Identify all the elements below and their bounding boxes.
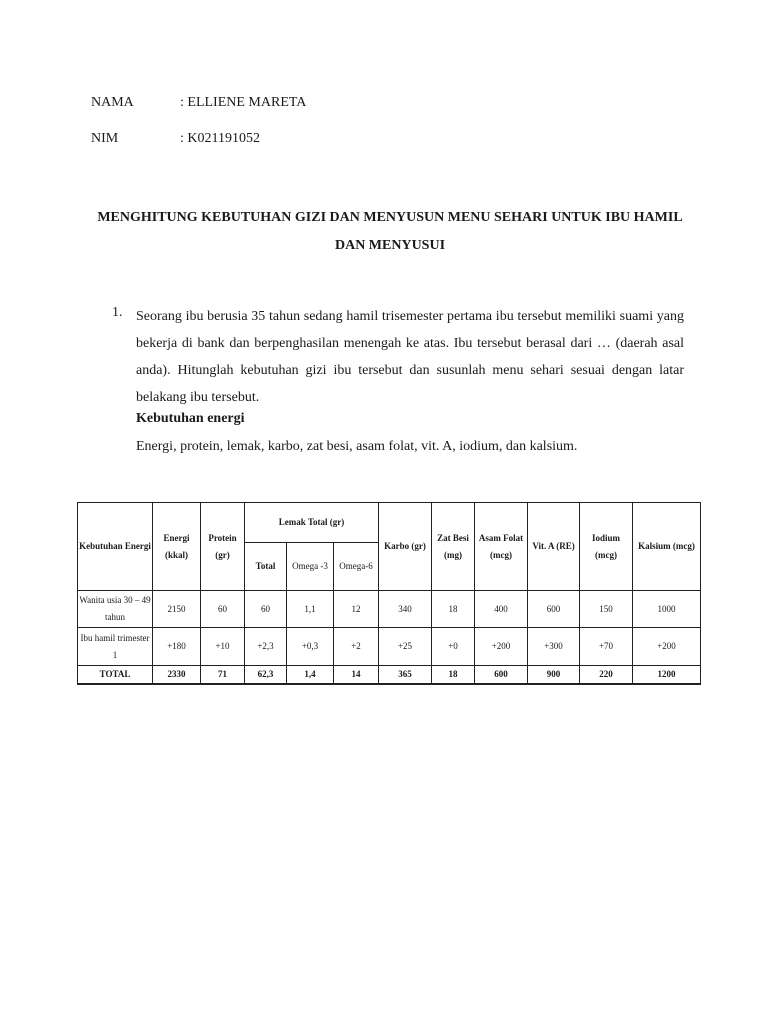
- table-cell: +25: [379, 628, 432, 666]
- table-cell: 12: [334, 591, 379, 628]
- question-text: Seorang ibu berusia 35 tahun sedang hamil trisemester pertama ibu tersebut memiliki suami yang bekerja di bank dan berpenghasilan menengah ke atas. Ibu tersebut berasal dari … (daerah asal anda). Hitunglah kebutuhan gizi ibu tersebut dan susunlah menu sehari sesuai dengan latar belakang ibu tersebut.: [136, 309, 684, 405]
- row-label: Ibu hamil trimester 1: [78, 628, 153, 666]
- table-cell: 60: [201, 591, 245, 628]
- table-cell: +200: [475, 628, 528, 666]
- section-text: Energi, protein, lemak, karbo, zat besi, asam folat, vit. A, iodium, dan kalsium.: [136, 439, 578, 454]
- table-cell: 220: [580, 666, 633, 685]
- header-energi: Energi (kkal): [153, 503, 201, 591]
- table-cell: 1,4: [287, 666, 334, 685]
- header-iodium: Iodium (mcg): [580, 503, 633, 591]
- document-title: MENGHITUNG KEBUTUHAN GIZI DAN MENYUSUN MENU SEHARI UNTUK IBU HAMIL DAN MENYUSUI: [97, 210, 683, 253]
- table-cell: 600: [528, 591, 580, 628]
- table-cell: 71: [201, 666, 245, 685]
- nama-row: [91, 95, 306, 111]
- table-cell: +0,3: [287, 628, 334, 666]
- table-cell: 18: [432, 666, 475, 685]
- row-label: TOTAL: [78, 666, 153, 685]
- table-cell: 60: [245, 591, 287, 628]
- header-vit-a: Vit. A (RE): [528, 503, 580, 591]
- nama-value: : ELLIENE MARETA: [180, 95, 307, 110]
- header-zat-besi: Zat Besi (mg): [432, 503, 475, 591]
- header-kalsium: Kalsium (mcg): [633, 503, 701, 591]
- header-lemak-total: Total: [245, 543, 287, 591]
- table-cell: +0: [432, 628, 475, 666]
- table-cell: 62,3: [245, 666, 287, 685]
- header-omega-3: Omega -3: [287, 543, 334, 591]
- table-header-row: [78, 503, 701, 543]
- header-asam-folat: Asam Folat (mcg): [475, 503, 528, 591]
- table-cell: 1,1: [287, 591, 334, 628]
- question-number: 1.: [112, 305, 123, 320]
- header-protein: Protein (gr): [201, 503, 245, 591]
- row-label: Wanita usia 30 – 49 tahun: [78, 591, 153, 628]
- table-cell: 340: [379, 591, 432, 628]
- table-cell: +180: [153, 628, 201, 666]
- header-karbo: Karbo (gr): [379, 503, 432, 591]
- table-total-row: [78, 666, 701, 685]
- table-row: [78, 591, 701, 628]
- table-cell: 365: [379, 666, 432, 685]
- nutrition-table: [77, 502, 701, 685]
- table-cell: 18: [432, 591, 475, 628]
- section-heading: Kebutuhan energi: [136, 411, 245, 426]
- nim-value: : K021191052: [180, 131, 260, 146]
- table-cell: +70: [580, 628, 633, 666]
- table-row: [78, 628, 701, 666]
- header-kebutuhan: Kebutuhan Energi: [78, 503, 153, 591]
- table-cell: +200: [633, 628, 701, 666]
- table-cell: 600: [475, 666, 528, 685]
- table-cell: +2: [334, 628, 379, 666]
- header-omega-6: Omega-6: [334, 543, 379, 591]
- table-cell: 1200: [633, 666, 701, 685]
- table-cell: 2150: [153, 591, 201, 628]
- nim-label: NIM: [91, 131, 119, 146]
- nim-row: [91, 131, 260, 147]
- table-cell: +10: [201, 628, 245, 666]
- table-cell: 150: [580, 591, 633, 628]
- table-cell: 900: [528, 666, 580, 685]
- table-cell: 1000: [633, 591, 701, 628]
- table-cell: 400: [475, 591, 528, 628]
- header-lemak: Lemak Total (gr): [245, 503, 379, 543]
- table-cell: 2330: [153, 666, 201, 685]
- nama-label: NAMA: [91, 95, 134, 110]
- table-cell: 14: [334, 666, 379, 685]
- table-cell: +2,3: [245, 628, 287, 666]
- table-cell: +300: [528, 628, 580, 666]
